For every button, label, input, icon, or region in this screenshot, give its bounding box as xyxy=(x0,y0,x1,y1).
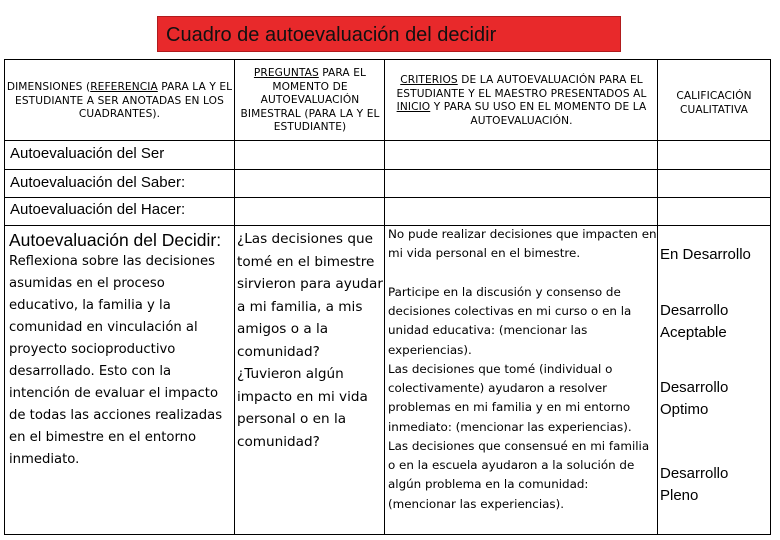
header-dimensiones-prefix: DIMENSIONES ( xyxy=(6,81,91,93)
header-dimensiones-suffix: PARA LA Y EL ESTUDIANTE A SER ANOTADAS EN LOS CUADRANTES). xyxy=(15,81,233,121)
decidir-cell xyxy=(9,229,235,471)
header-criterios xyxy=(388,74,655,128)
header-preguntas xyxy=(237,67,383,135)
table-border-top xyxy=(4,59,771,60)
calificacion-1: En Desarrollo xyxy=(660,246,751,263)
calificacion-3: Desarrollo Optimo xyxy=(660,379,729,418)
table-border-right xyxy=(770,59,771,535)
row-label-decidir: Autoevaluación del Decidir: xyxy=(9,230,222,250)
table-border-left xyxy=(4,59,5,535)
criterio-3: Las decisiones que tomé (individual o colectivamente) ayudaron a resolver problemas en mi familia y en mi entorno inmediato: (mencionar las experiencias). xyxy=(388,362,632,434)
header-calificacion: CALIFICACIÓN CUALITATIVA xyxy=(676,90,752,116)
row-label-hacer: Autoevaluación del Hacer: xyxy=(10,201,186,218)
column-divider xyxy=(384,59,385,535)
header-preguntas-underlined: PREGUNTAS xyxy=(253,67,319,79)
criterio-2: Participe en la discusión y consenso de decisiones colectivas en mi curso o en la unidad educativa: (mencionar las experiencias). xyxy=(388,285,632,357)
header-criterios-inicio: INICIO xyxy=(396,101,431,114)
criterio-4: Las decisiones que consensué en mi familia o en la escuela ayudaron a la solución de algún problema en la comunidad: (mencionar las experiencias). xyxy=(388,439,650,511)
calificacion-2: Desarrollo Aceptable xyxy=(660,302,729,341)
evaluation-table xyxy=(4,59,771,535)
header-criterios-mid: DE LA AUTOEVALUACIÓN PARA EL ESTUDIANTE Y EL MAESTRO PRESENTADOS AL xyxy=(396,74,647,100)
header-dimensiones-referencia: REFERENCIA xyxy=(90,81,158,93)
header-dimensiones xyxy=(6,81,233,122)
table-border-bottom xyxy=(4,534,771,535)
pregunta-text: ¿Las decisiones que tomé en el bimestre sirvieron para ayudar a mi familia, a mis amigos o a la comunidad? ¿Tuvieron algún impacto en mi vida personal o en la comunidad? xyxy=(237,231,383,450)
decidir-description: Reflexiona sobre las decisiones asumidas en el proceso educativo, la familia y la comunidad en vinculación al proyecto socioproductivo desarrollado. Esto con la intención de evaluar el impacto de todas las acciones realizadas en el bimestre en el entorno inmediato. xyxy=(9,254,223,467)
calificacion-4: Desarrollo Pleno xyxy=(660,465,729,504)
criterio-1: No pude realizar decisiones que impacten en mi vida personal en el bimestre. xyxy=(388,227,657,261)
header-preguntas-rest: PARA EL MOMENTO DE AUTOEVALUACIÓN BIMESTRAL (PARA LA Y EL ESTUDIANTE) xyxy=(240,67,380,134)
header-criterios-underlined: CRITERIOS xyxy=(400,74,458,86)
row-label-ser: Autoevaluación del Ser xyxy=(10,145,165,162)
header-criterios-suffix: Y PARA SU USO EN EL MOMENTO DE LA AUTOEVALUACIÓN. xyxy=(430,101,647,127)
row-label-saber: Autoevaluación del Saber: xyxy=(10,174,186,191)
page-title: Cuadro de autoevaluación del decidir xyxy=(157,16,621,52)
row-divider xyxy=(4,169,771,170)
row-divider xyxy=(4,140,771,141)
row-divider xyxy=(4,197,771,198)
